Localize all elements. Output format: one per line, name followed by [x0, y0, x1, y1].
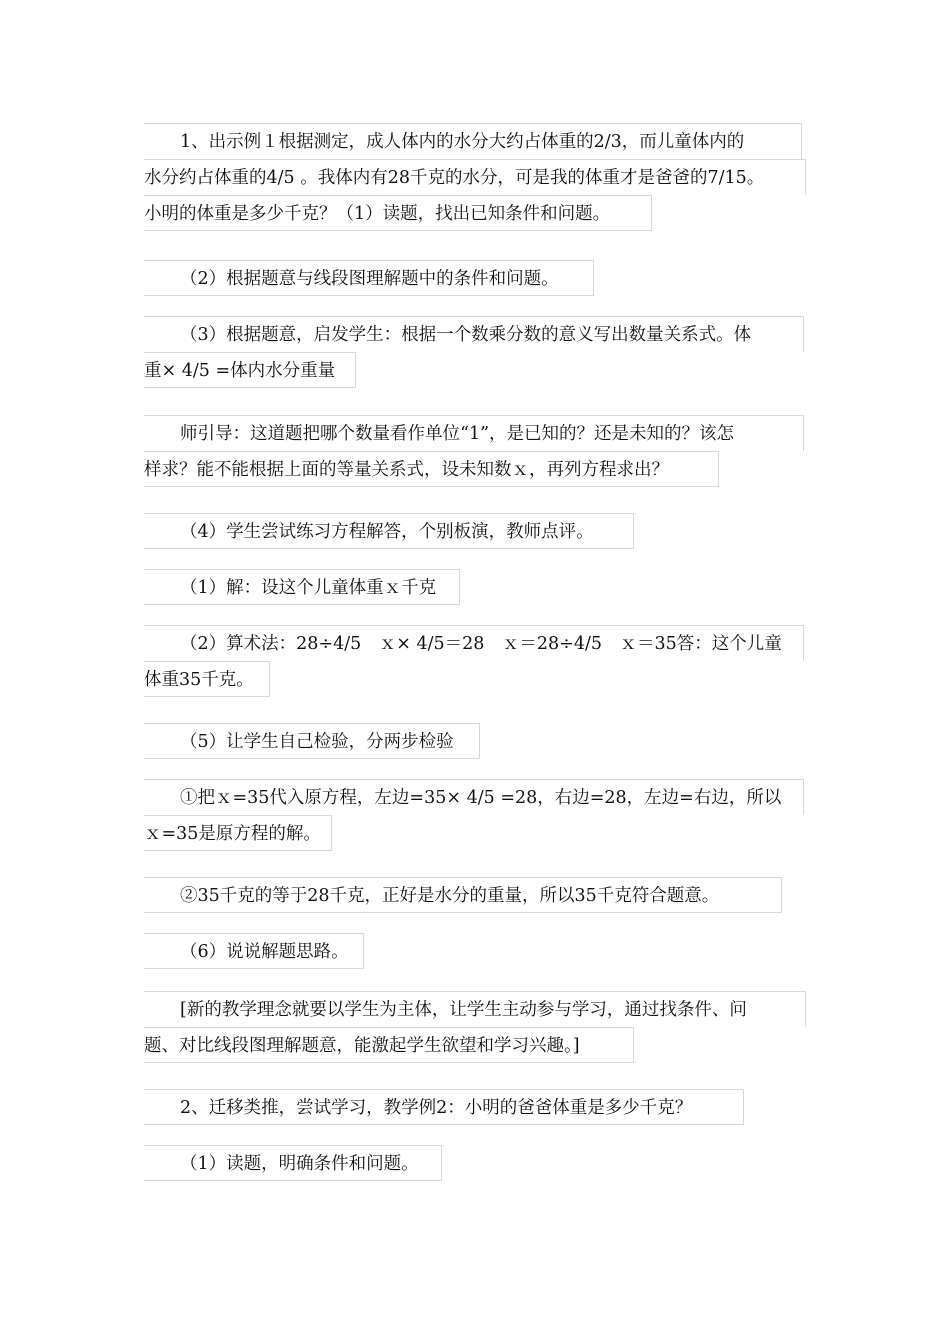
paragraph-step-6: [144, 933, 364, 969]
paragraph-example-2: [144, 1089, 744, 1125]
paragraph-line: （2）根据题意与线段图理解题中的条件和问题。: [144, 260, 594, 296]
paragraph-check-1: [144, 779, 804, 851]
paragraph-line: ①把ｘ=35代入原方程，左边=35× 4/5 =28，右边=28，左边=右边，所以: [144, 779, 804, 815]
paragraph-example-1: [144, 123, 806, 231]
paragraph-line: 重× 4/5 =体内水分重量: [144, 352, 356, 388]
paragraph-line: （4）学生尝试练习方程解答，个别板演，教师点评。: [144, 513, 634, 549]
paragraph-line: （3）根据题意，启发学生：根据一个数乘分数的意义写出数量关系式。体: [144, 316, 804, 352]
paragraph-line: 样求？能不能根据上面的等量关系式，设未知数ｘ，再列方程求出？: [144, 451, 719, 487]
paragraph-line: （2）算术法：28÷4/5 ｘ× 4/5＝28 ｘ＝28÷4/5 ｘ＝35答：这个儿童: [144, 625, 804, 661]
paragraph-read-question: [144, 1145, 442, 1181]
paragraph-step-3: [144, 316, 804, 388]
paragraph-line: （1）读题，明确条件和问题。: [144, 1145, 442, 1181]
paragraph-line: 2、迁移类推，尝试学习，教学例2：小明的爸爸体重是多少千克？: [144, 1089, 744, 1125]
paragraph-step-5: [144, 723, 480, 759]
paragraph-line: 师引导：这道题把哪个数量看作单位“1”，是已知的？还是未知的？该怎: [144, 415, 804, 451]
paragraph-line: 体重35千克。: [144, 661, 270, 697]
paragraph-line: 水分约占体重的4/5 。我体内有28千克的水分，可是我的体重才是爸爸的7/15。: [144, 159, 806, 195]
paragraph-solve-step-2: [144, 625, 804, 697]
paragraph-teaching-note: [144, 991, 806, 1063]
paragraph-line: （1）解：设这个儿童体重ｘ千克: [144, 569, 460, 605]
paragraph-solve-step-1: [144, 569, 460, 605]
paragraph-step-4: [144, 513, 634, 549]
paragraph-line: ｘ=35是原方程的解。: [144, 815, 332, 851]
paragraph-line: （6）说说解题思路。: [144, 933, 364, 969]
paragraph-line: 1、出示例１根据测定，成人体内的水分大约占体重的2/3，而儿童体内的: [144, 123, 802, 159]
paragraph-line: [新的教学理念就要以学生为主体，让学生主动参与学习，通过找条件、问: [144, 991, 806, 1027]
paragraph-step-2: [144, 260, 594, 296]
paragraph-line: 题、对比线段图理解题意，能激起学生欲望和学习兴趣。]: [144, 1027, 634, 1063]
paragraph-line: （5）让学生自己检验，分两步检验: [144, 723, 480, 759]
paragraph-line: ②35千克的等于28千克，正好是水分的重量，所以35千克符合题意。: [144, 877, 782, 913]
paragraph-teacher-guide: [144, 415, 804, 487]
paragraph-check-2: [144, 877, 782, 913]
paragraph-line: 小明的体重是多少千克？（1）读题，找出已知条件和问题。: [144, 195, 652, 231]
